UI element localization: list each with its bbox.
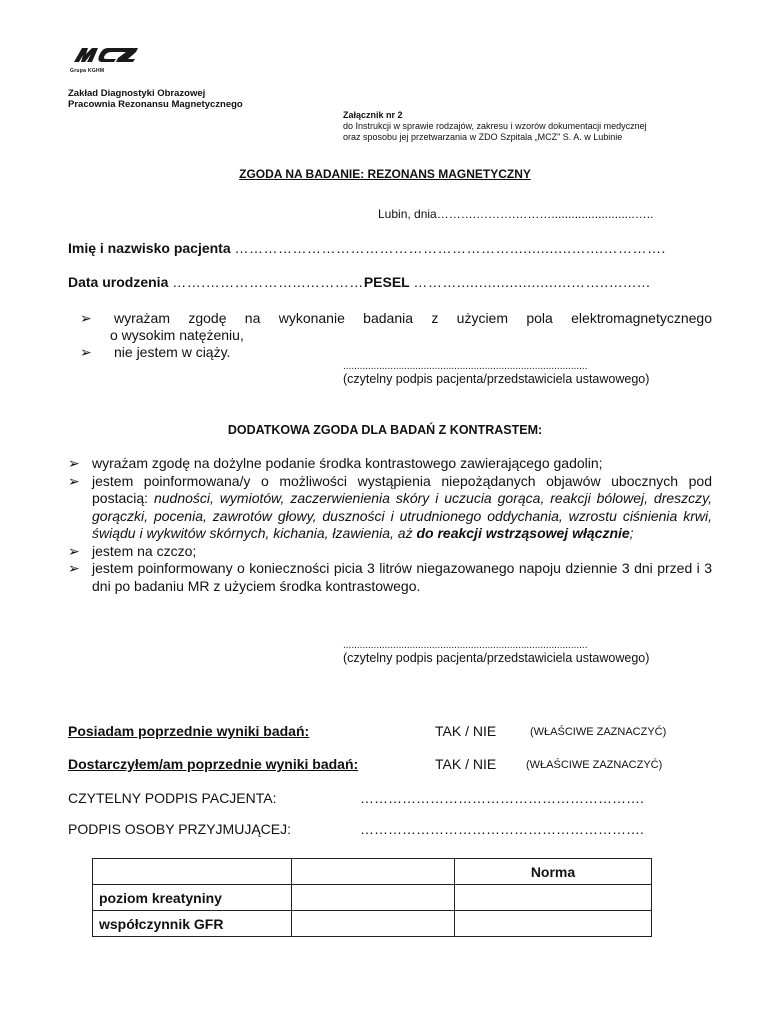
contrast-consent-list xyxy=(68,455,712,595)
arrow-bullet-icon: ➢ xyxy=(68,542,80,559)
attachment-line-2: oraz sposobu jej przetwarzania w ZDO Szpitala „MCZ" S. A. w Lubinie xyxy=(343,132,623,142)
patient-name-label: Imię i nazwisko pacjenta xyxy=(68,240,231,256)
delivered-results-question: Dostarczyłem/am poprzednie wyniki badań: xyxy=(68,756,359,772)
table-cell xyxy=(292,859,455,885)
contrast-item-2-emphasis: do reakcji wstrząsowej włącznie xyxy=(416,525,630,541)
signature-line: ........................................................................................ xyxy=(343,640,588,651)
pesel-dots: ………..........................……..…...… xyxy=(413,274,651,290)
patient-signature-dots: ……………………………………………………. xyxy=(360,790,644,806)
document-title: ZGODA NA BADANIE: REZONANS MAGNETYCZNY xyxy=(239,167,531,181)
pesel-label: PESEL xyxy=(363,274,410,290)
contrast-item-1-text: wyrażam zgodę na dożylne podanie środka kontrastowego zawierającego gadolin; xyxy=(92,455,603,471)
attachment-line-1: do Instrukcji w sprawie rodzajów, zakresu i wzorów dokumentacji medycznej xyxy=(343,121,647,131)
consent-item-2-text: nie jestem w ciąży. xyxy=(114,344,231,360)
arrow-bullet-icon: ➢ xyxy=(68,455,80,471)
gfr-label: współczynnik GFR xyxy=(93,911,292,937)
creatinine-label: poziom kreatyniny xyxy=(93,885,292,911)
contrast-item-2-symptoms: nudności, wymiotów, zaczerwienienia skóry i uczucia gorąca, reakcji bólowej, dreszczy, gorączki, pocenia, zawrotów głowy, duszności i utrudnionego oddychania, wzrostu ciśnienia krwi, świądu i wykwitów skórnych, kichania, łzawienia, aż xyxy=(92,490,712,541)
previous-results-question: Posiadam poprzednie wyniki badań: xyxy=(68,723,310,739)
contrast-item-2-end: ; xyxy=(629,525,634,541)
arrow-bullet-icon: ➢ xyxy=(68,560,80,576)
arrow-bullet-icon: ➢ xyxy=(80,310,92,326)
contrast-item-3 xyxy=(68,543,712,561)
contrast-item-3-text: jestem na czczo; xyxy=(92,542,197,559)
dept-line-2: Pracownia Rezonansu Magnetycznego xyxy=(68,99,243,110)
patient-name-dots: …………………………………………………..............…....…………. xyxy=(234,240,666,256)
patient-name-field xyxy=(68,240,666,256)
norm-header: Norma xyxy=(455,859,652,885)
consent-item-1-text-cont: o wysokim natężeniu, xyxy=(110,327,244,343)
delivered-results-answer: TAK / NIE xyxy=(435,756,497,772)
table-cell xyxy=(93,859,292,885)
gfr-value-cell[interactable] xyxy=(292,911,455,937)
previous-results-answer: TAK / NIE xyxy=(435,723,497,739)
consent-list xyxy=(80,310,712,361)
place-date-label: Lubin, dnia xyxy=(378,207,437,221)
dob-label: Data urodzenia xyxy=(68,274,169,290)
staff-signature-dots: ……………………………………………………. xyxy=(360,821,644,837)
department-header xyxy=(68,88,243,110)
creatinine-norm-cell[interactable] xyxy=(455,885,652,911)
staff-signature-label: PODPIS OSOBY PRZYJMUJĄCEJ: xyxy=(68,821,292,837)
consent-item-1-text: wyrażam zgodę na wykonanie badania z użyciem pola elektromagnetycznego xyxy=(114,310,712,326)
dept-line-1: Zakład Diagnostyki Obrazowej xyxy=(68,88,206,99)
signature-block-2 xyxy=(343,640,693,665)
place-date-line xyxy=(378,207,653,221)
table-header-row xyxy=(93,859,652,885)
attachment-note xyxy=(343,110,647,143)
dob-pesel-field xyxy=(68,274,651,290)
lab-values-table xyxy=(92,858,652,937)
contrast-item-2-text: jestem poinformowana/y o możliwości wystąpienia niepożądanych objawów ubocznych pod postacią: xyxy=(92,472,712,506)
signature-caption: (czytelny podpis pacjenta/przedstawiciela ustawowego) xyxy=(343,372,650,386)
consent-item-2 xyxy=(80,344,712,361)
signature-line: ........................................................................................ xyxy=(343,361,588,372)
consent-item-1 xyxy=(80,310,712,344)
attachment-title: Załącznik nr 2 xyxy=(343,110,403,120)
mcz-logo xyxy=(68,40,148,78)
signature-caption: (czytelny podpis pacjenta/przedstawiciela ustawowego) xyxy=(343,651,650,665)
delivered-results-note: (WŁAŚCIWE ZAZNACZYĆ) xyxy=(526,759,663,771)
contrast-item-2 xyxy=(68,473,712,543)
arrow-bullet-icon: ➢ xyxy=(68,472,80,489)
dob-dots: …….………………...………… xyxy=(172,274,364,290)
place-date-dots: ……….……….……….........................….. xyxy=(436,207,654,221)
table-row xyxy=(93,911,652,937)
contrast-item-4 xyxy=(68,560,712,595)
signature-block-1 xyxy=(343,361,693,386)
arrow-bullet-icon: ➢ xyxy=(80,344,92,360)
contrast-item-1 xyxy=(68,455,712,473)
contrast-item-4-text: jestem poinformowany o konieczności picia 3 litrów niegazowanego napoju dziennie 3 dni przed i 3 dni po badaniu MR z użyciem środka kontrastowego. xyxy=(92,560,712,594)
table-row xyxy=(93,885,652,911)
contrast-title: DODATKOWA ZGODA DLA BADAŃ Z KONTRASTEM: xyxy=(227,423,543,437)
creatinine-value-cell[interactable] xyxy=(292,885,455,911)
gfr-norm-cell[interactable] xyxy=(455,911,652,937)
logo-subtext: Grupa KGHM xyxy=(70,68,105,74)
previous-results-note: (WŁAŚCIWE ZAZNACZYĆ) xyxy=(530,726,667,738)
patient-signature-label: CZYTELNY PODPIS PACJENTA: xyxy=(68,790,277,806)
